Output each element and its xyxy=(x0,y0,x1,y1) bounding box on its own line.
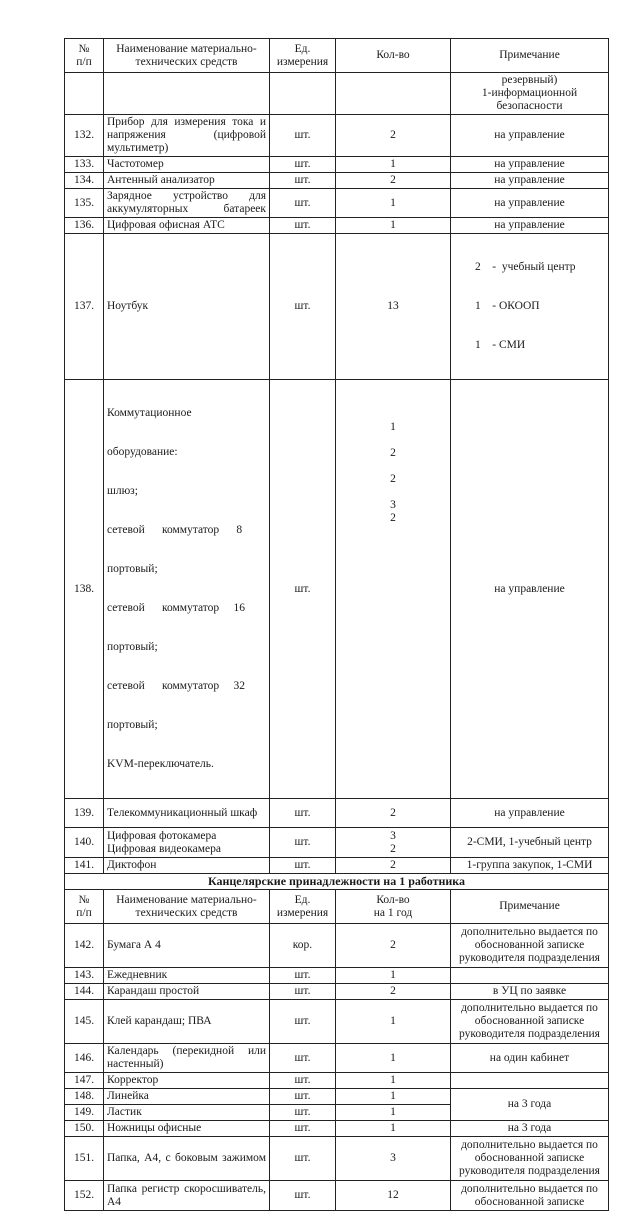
qty-cell: 13 xyxy=(336,234,451,380)
item-name-line: KVM-переключатель. xyxy=(107,758,214,770)
note-cell: 2-СМИ, 1-учебный центр xyxy=(451,828,609,858)
header-note: Примечание xyxy=(451,890,609,924)
row-number: 144. xyxy=(65,984,104,1000)
item-name: Зарядное устройство для аккумуляторных батареек xyxy=(104,189,270,218)
qty-cell: 1 xyxy=(336,968,451,984)
item-name: Клей карандаш; ПВА xyxy=(104,1000,270,1044)
header-note: Примечание xyxy=(451,39,609,73)
item-name-line: оборудование: xyxy=(107,446,178,458)
item-name: Папка регистр скоросшиватель, А4 xyxy=(104,1181,270,1211)
table-row xyxy=(65,1137,609,1181)
unit-cell: шт. xyxy=(270,1137,336,1181)
table-row xyxy=(65,968,609,984)
row-number: 151. xyxy=(65,1137,104,1181)
note-line: 1 - СМИ xyxy=(475,339,526,351)
qty-line xyxy=(339,460,447,473)
note-cell: дополнительно выдается по обоснованной записке руководителя подразделения xyxy=(451,1000,609,1044)
note-line: 1 - ОКООП xyxy=(475,300,540,312)
note-cell xyxy=(451,968,609,984)
item-name: Ножницы офисные xyxy=(104,1121,270,1137)
table-header xyxy=(65,890,609,924)
table-row xyxy=(65,218,609,234)
row-number: 150. xyxy=(65,1121,104,1137)
row-number: 147. xyxy=(65,1073,104,1089)
note-cell: на один кабинет xyxy=(451,1044,609,1073)
table-row xyxy=(65,799,609,828)
qty-line: 2 xyxy=(390,842,396,855)
qty-cell: 1 xyxy=(336,1089,451,1105)
table-row xyxy=(65,73,609,115)
note-cell xyxy=(451,234,609,380)
qty-cell: 3 xyxy=(336,1137,451,1181)
note-cell: дополнительно выдается по обоснованной записке xyxy=(451,1181,609,1211)
qty-cell: 1 xyxy=(336,1044,451,1073)
item-name: Телекоммуникационный шкаф xyxy=(104,799,270,828)
table-row xyxy=(65,234,609,380)
item-name: Диктофон xyxy=(104,858,270,874)
unit-cell: шт. xyxy=(270,1073,336,1089)
note-cell: на управление xyxy=(451,115,609,157)
note-cell: дополнительно выдается по обоснованной записке руководителя подразделения xyxy=(451,1137,609,1181)
note-cell: 1-группа закупок, 1-СМИ xyxy=(451,858,609,874)
note-cell: дополнительно выдается по обоснованной записке руководителя подразделения xyxy=(451,924,609,968)
table-row xyxy=(65,828,609,858)
item-name-line: Цифровая видеокамера xyxy=(107,842,222,855)
unit-cell: шт. xyxy=(270,1105,336,1121)
row-number: 149. xyxy=(65,1105,104,1121)
table-row xyxy=(65,1121,609,1137)
header-unit: Ед. измерения xyxy=(270,39,336,73)
item-name xyxy=(104,380,270,799)
qty-cell: 1 xyxy=(336,1000,451,1044)
note-cell: на управление xyxy=(451,380,609,799)
qty-cell: 1 xyxy=(336,1073,451,1089)
unit-cell: шт. xyxy=(270,858,336,874)
qty-line: 3 xyxy=(390,829,396,842)
row-number: 145. xyxy=(65,1000,104,1044)
unit-cell: шт. xyxy=(270,173,336,189)
table-row xyxy=(65,157,609,173)
qty-line xyxy=(339,486,447,499)
qty-cell: 2 xyxy=(336,173,451,189)
item-name-line: Цифровая фотокамера xyxy=(107,829,217,842)
header-unit: Ед. измерения xyxy=(270,890,336,924)
item-name-line: сетевой коммутатор 32 xyxy=(107,680,246,692)
unit-cell: шт. xyxy=(270,1181,336,1211)
qty-cell: 2 xyxy=(336,115,451,157)
row-number: 142. xyxy=(65,924,104,968)
note-cell: на 3 года xyxy=(451,1121,609,1137)
item-name: Прибор для измерения тока и напряжения (цифровой мультиметр) xyxy=(104,115,270,157)
qty-cell xyxy=(336,828,451,858)
qty-cell: 2 xyxy=(336,858,451,874)
row-number: 137. xyxy=(65,234,104,380)
table-row xyxy=(65,1073,609,1089)
item-name: Бумага А 4 xyxy=(104,924,270,968)
unit-cell: шт. xyxy=(270,984,336,1000)
qty-cell: 1 xyxy=(336,1105,451,1121)
item-name: Календарь (перекидной или настенный) xyxy=(104,1044,270,1073)
table-header xyxy=(65,39,609,73)
row-number: 148. xyxy=(65,1089,104,1105)
header-num: № п/п xyxy=(65,890,104,924)
row-number: 139. xyxy=(65,799,104,828)
unit-cell: шт. xyxy=(270,1000,336,1044)
note-cell: резервный) 1-информационной безопасности xyxy=(451,73,609,115)
unit-cell: шт. xyxy=(270,968,336,984)
header-qty: Кол-во на 1 год xyxy=(336,890,451,924)
qty-line: 2 xyxy=(390,473,396,485)
row-number: 140. xyxy=(65,828,104,858)
note-cell: на управление xyxy=(451,799,609,828)
item-name-line: шлюз; xyxy=(107,485,138,497)
qty-cell: 12 xyxy=(336,1181,451,1211)
item-name-line: портовый; xyxy=(107,563,158,575)
row-number: 134. xyxy=(65,173,104,189)
row-number: 152. xyxy=(65,1181,104,1211)
row-number: 141. xyxy=(65,858,104,874)
row-number: 146. xyxy=(65,1044,104,1073)
table-row xyxy=(65,1181,609,1211)
qty-cell: 1 xyxy=(336,1121,451,1137)
note-line: 2 - учебный центр xyxy=(475,261,576,273)
item-name: Частотомер xyxy=(104,157,270,173)
table-row xyxy=(65,189,609,218)
unit-cell: шт. xyxy=(270,1044,336,1073)
section-title-row xyxy=(65,874,609,890)
unit-cell: шт. xyxy=(270,157,336,173)
unit-cell: шт. xyxy=(270,380,336,799)
header-name: Наименование материально-технических средств xyxy=(104,39,270,73)
materials-table xyxy=(64,38,609,1211)
item-name-line: Коммутационное xyxy=(107,407,192,419)
header-qty: Кол-во xyxy=(336,39,451,73)
table-row xyxy=(65,858,609,874)
table-row xyxy=(65,984,609,1000)
table-row xyxy=(65,115,609,157)
unit-cell: шт. xyxy=(270,1089,336,1105)
qty-line xyxy=(339,395,447,408)
qty-cell: 1 xyxy=(336,189,451,218)
unit-cell: шт. xyxy=(270,828,336,858)
qty-line xyxy=(339,434,447,447)
qty-cell: 2 xyxy=(336,924,451,968)
item-name-line: сетевой коммутатор 16 xyxy=(107,602,246,614)
table-row xyxy=(65,924,609,968)
item-name: Ноутбук xyxy=(104,234,270,380)
row-number: 143. xyxy=(65,968,104,984)
note-cell: на управление xyxy=(451,157,609,173)
unit-cell: шт. xyxy=(270,218,336,234)
row-number: 136. xyxy=(65,218,104,234)
table-row xyxy=(65,173,609,189)
item-name: Ежедневник xyxy=(104,968,270,984)
item-name-line: портовый; xyxy=(107,719,158,731)
item-name xyxy=(104,828,270,858)
qty-line: 2 xyxy=(390,447,396,459)
qty-line xyxy=(339,408,447,421)
table-row xyxy=(65,1000,609,1044)
item-name: Антенный анализатор xyxy=(104,173,270,189)
note-cell: на управление xyxy=(451,218,609,234)
item-name: Карандаш простой xyxy=(104,984,270,1000)
qty-line: 3 xyxy=(390,499,396,511)
row-number: 132. xyxy=(65,115,104,157)
qty-line: 2 xyxy=(390,512,396,524)
unit-cell: шт. xyxy=(270,799,336,828)
header-name: Наименование материально-технических средств xyxy=(104,890,270,924)
note-cell xyxy=(451,1073,609,1089)
qty-cell xyxy=(336,380,451,799)
note-cell: на управление xyxy=(451,189,609,218)
table-row xyxy=(65,380,609,799)
section-title: Канцелярские принадлежности на 1 работника xyxy=(65,874,609,890)
item-name: Папка, А4, с боковым зажимом xyxy=(104,1137,270,1181)
row-number: 133. xyxy=(65,157,104,173)
qty-cell: 2 xyxy=(336,799,451,828)
row-number: 138. xyxy=(65,380,104,799)
item-name-line: сетевой коммутатор 8 xyxy=(107,524,243,536)
note-cell: на 3 года xyxy=(451,1089,609,1121)
qty-line: 1 xyxy=(390,421,396,433)
unit-cell: шт. xyxy=(270,1121,336,1137)
unit-cell: кор. xyxy=(270,924,336,968)
row-number: 135. xyxy=(65,189,104,218)
item-name: Линейка xyxy=(104,1089,270,1105)
table-row xyxy=(65,1044,609,1073)
item-name: Цифровая офисная АТС xyxy=(104,218,270,234)
note-cell: на управление xyxy=(451,173,609,189)
unit-cell: шт. xyxy=(270,234,336,380)
item-name: Корректор xyxy=(104,1073,270,1089)
item-name: Ластик xyxy=(104,1105,270,1121)
qty-cell: 1 xyxy=(336,218,451,234)
qty-cell: 1 xyxy=(336,157,451,173)
table-row xyxy=(65,1089,609,1105)
qty-cell: 2 xyxy=(336,984,451,1000)
unit-cell: шт. xyxy=(270,189,336,218)
header-num: № п/п xyxy=(65,39,104,73)
note-cell: в УЦ по заявке xyxy=(451,984,609,1000)
item-name-line: портовый; xyxy=(107,641,158,653)
qty-line xyxy=(339,382,447,395)
unit-cell: шт. xyxy=(270,115,336,157)
